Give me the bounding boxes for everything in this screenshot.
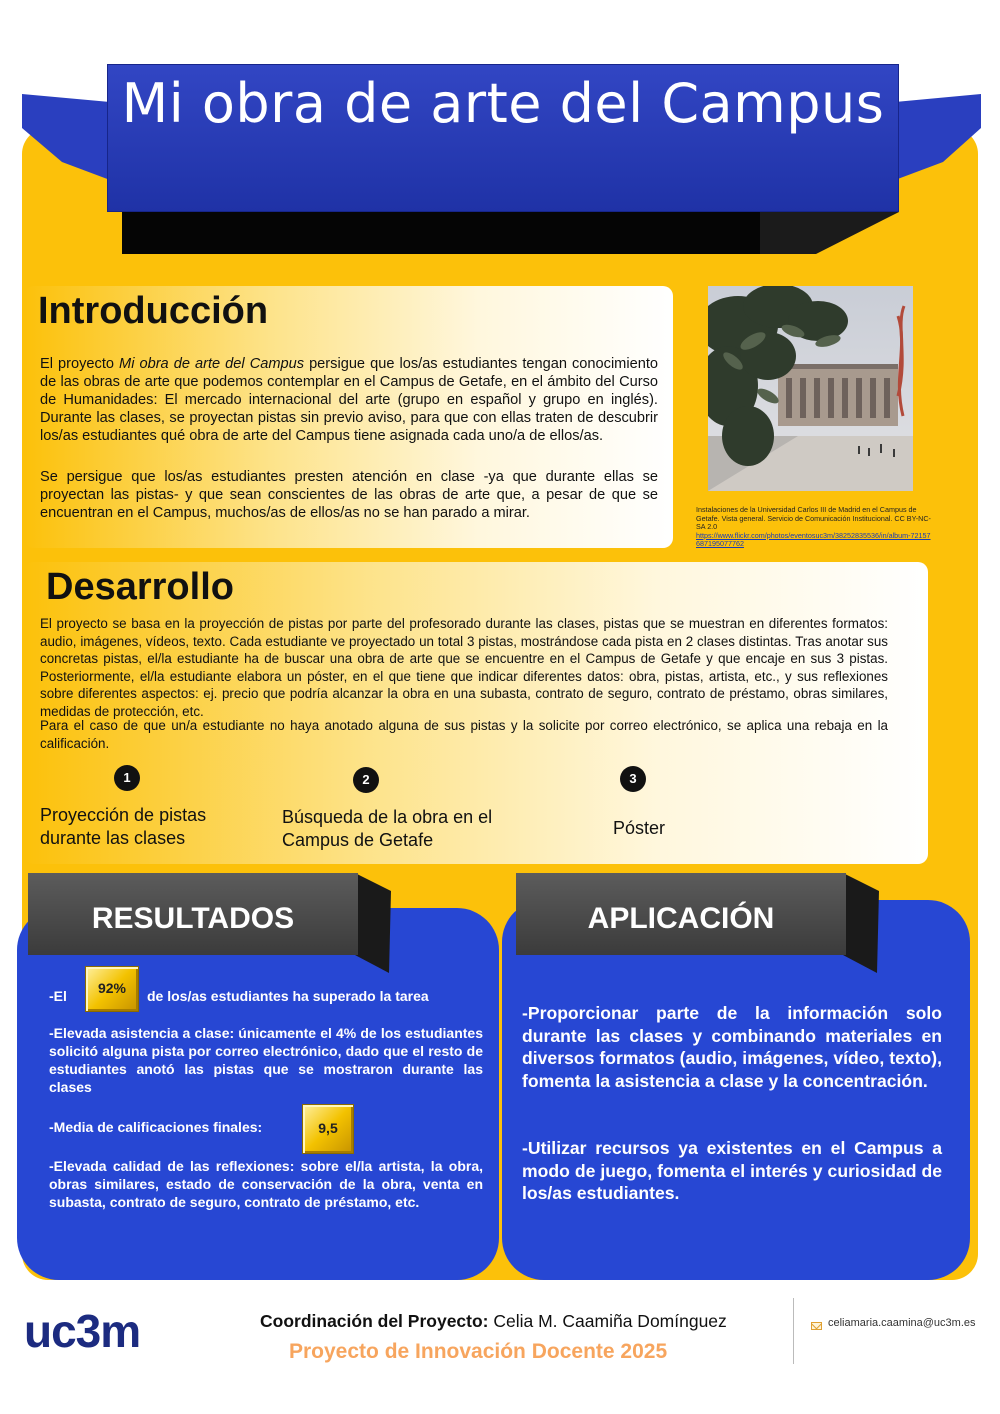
desarrollo-heading: Desarrollo xyxy=(46,566,234,608)
coordination-line: Coordinación del Proyecto: Celia M. Caamiña Domínguez xyxy=(260,1311,727,1331)
aplicacion-tab-fold xyxy=(843,873,883,983)
campus-photo xyxy=(708,286,913,491)
banner-left-wing xyxy=(22,92,112,182)
step-3-badge: 3 xyxy=(620,766,646,792)
footer-divider xyxy=(793,1298,794,1364)
poster-title: Mi obra de arte del Campus xyxy=(121,72,885,135)
campus-photo-image xyxy=(708,286,913,491)
result-1-text: de los/as estudiantes ha superado la tarea xyxy=(147,988,429,1004)
photo-source-link[interactable]: https://www.flickr.com/photos/eventosuc3m/38252835536/in/album-72157687195077762 xyxy=(696,530,931,549)
project-label: Proyecto de Innovación Docente 2025 xyxy=(289,1340,668,1363)
step-1-label: Proyección de pistas durante las clases xyxy=(40,805,207,848)
result-1-prefix: -El xyxy=(49,988,67,1004)
step-2-badge: 2 xyxy=(353,767,379,793)
photo-caption: Instalaciones de la Universidad Carlos III de Madrid en el Campus de Getafe. Vista general. Servicio de Comunicación Institucional. CC BY-NC-SA 2.0 https://www.flickr.com/photos/eventosuc3m/38252835536/in/album-72157687195077762 xyxy=(696,505,931,549)
result-3-label: -Media de calificaciones finales: xyxy=(49,1119,263,1135)
aplicacion-point-1: -Proporcionar parte de la información solo durante las clases y combinando materiales en diversos formatos (audio, imágenes, vídeo, texto), fomenta la asistencia a clase y la concentración. xyxy=(522,1003,942,1091)
desarrollo-paragraph-1: El proyecto se basa en la proyección de pistas por parte del profesorado durante las clases, pistas que se muestran en diferentes formatos: audio, imágenes, vídeos, texto. Cada estudiante ve proyectado un total 3 pistas, mostrándose cada pista en 2 clases distintas. Tras anotar sus concretas pistas, el/la estudiante ha de buscar una obra de arte que se encuentre en el Campus de Getafe y que encaje en sus 3 pistas. Posteriormente, el/la estudiante elabora un póster, en el que tiene que indicar diferentes datos: obra, pistas, artista, etc., y sus reflexiones sobre diferentes aspectos: ej. precio que podría alcanzar la obra en una subasta, contrato de seguro, contrato de préstamo, obras similares, medidas de protección, etc. xyxy=(40,616,888,719)
aplicacion-heading: APLICACIÓN xyxy=(587,902,775,935)
banner-right-wing xyxy=(893,92,983,182)
result-2-text: -Elevada asistencia a clase: únicamente el 4% de los estudiantes solicitó alguna pista por correo electrónico, dado que el resto de estudiantes anotó las pistas que se mostraron durante las clases xyxy=(49,1025,483,1095)
mail-icon xyxy=(811,1322,822,1330)
project-name: Mi obra de arte del Campus xyxy=(119,356,305,372)
intro-heading: Introducción xyxy=(38,290,269,332)
contact-email[interactable]: celiamaria.caamina@uc3m.es xyxy=(828,1317,976,1329)
pass-rate-badge: 92% xyxy=(85,966,139,1012)
result-4-text: -Elevada calidad de las reflexiones: sobre el/la artista, la obra, obras similares, estado de conservación de la obra, venta en subasta, contrato de seguro, contrato de préstamo, etc. xyxy=(49,1158,483,1210)
aplicacion-point-2: -Utilizar recursos ya existentes en el Campus a modo de juego, fomenta el interés y curiosidad de los/as estudiantes. xyxy=(522,1138,942,1203)
aplicacion-tab xyxy=(516,873,846,955)
average-grade-badge: 9,5 xyxy=(302,1104,354,1154)
banner-fold-right xyxy=(760,212,900,256)
intro-paragraph-1: El proyecto Mi obra de arte del Campus persigue que los/as estudiantes tengan conocimiento de las obras de arte que podemos contemplar en el Campus de Getafe, en el ámbito del Curso de Humanidades: El mercado internacional del arte (grupo en español y grupo en inglés). Durante las clases, se proyectan pistas sin previo aviso, para que con ellas traten de descubrir los/as estudiantes qué obra de arte del Campus tiene asignada cada uno/a de ellos/as. xyxy=(40,356,658,445)
step-2-label: Búsqueda de la obra en el Campus de Getafe xyxy=(282,807,493,850)
step-3-label: Póster xyxy=(613,818,666,838)
resultados-tab xyxy=(28,873,358,955)
resultados-tab-fold xyxy=(355,873,395,983)
resultados-heading: RESULTADOS xyxy=(91,902,295,935)
intro-paragraph-2: Se persigue que los/as estudiantes presten atención en clase -ya que durante ellas se proyectan las pistas- y que sean conscientes de las obras de arte que, a pesar de que se encuentran en el Campus, muchos/as de ellos/as no se han parado a mirar. xyxy=(40,469,658,522)
desarrollo-paragraph-2: Para el caso de que un/a estudiante no haya anotado alguna de sus pistas y la solicite por correo electrónico, se aplica una rebaja en la calificación. xyxy=(40,718,888,751)
uc3m-logo: uc3m xyxy=(24,1305,141,1357)
step-1-badge: 1 xyxy=(114,765,140,791)
